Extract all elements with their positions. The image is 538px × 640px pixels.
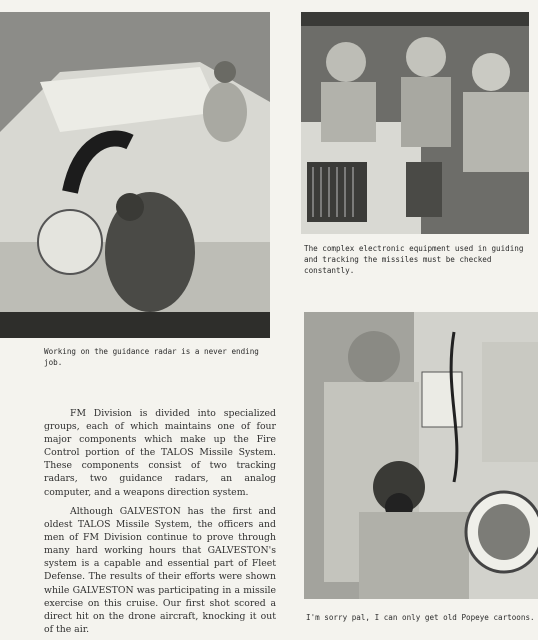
guidance-radar-photo — [0, 12, 270, 338]
radar-scope-caption: I'm sorry pal, I can only get old Popeye cartoons. — [306, 613, 535, 622]
guidance-radar-caption: Working on the guidance radar is a never ending job. — [44, 347, 259, 367]
radar-scope-illustration — [304, 312, 538, 599]
body-paragraph-fm-division: FM Division is divided into specialized groups, each of which maintains one of four major components which make up the Fire Control portion of the TALOS Missile System. These components consist of two tracking radars, two guidance radars, an analog computer, and a weapons direction system. — [44, 408, 276, 498]
electronic-equipment-caption: The complex electronic equipment used in guiding and tracking the missiles must be checked constantly. — [304, 244, 524, 275]
electronic-equipment-photo — [301, 12, 529, 234]
guidance-radar-illustration — [0, 12, 270, 338]
radar-scope-photo — [304, 312, 538, 599]
electronic-equipment-illustration — [301, 12, 529, 234]
body-paragraph-galveston: Although GALVESTON has the first and oldest TALOS Missile System, the officers and men of FM Division continue to prove through many hard working hours that GALVESTON's system is a capable and essential part of Fleet Defense. The results of their efforts were shown while GALVESTON was participating in a missile exercise on this cruise. Our first shot scored a direct hit on the drone aircraft, knocking it out of the air. — [44, 506, 276, 635]
